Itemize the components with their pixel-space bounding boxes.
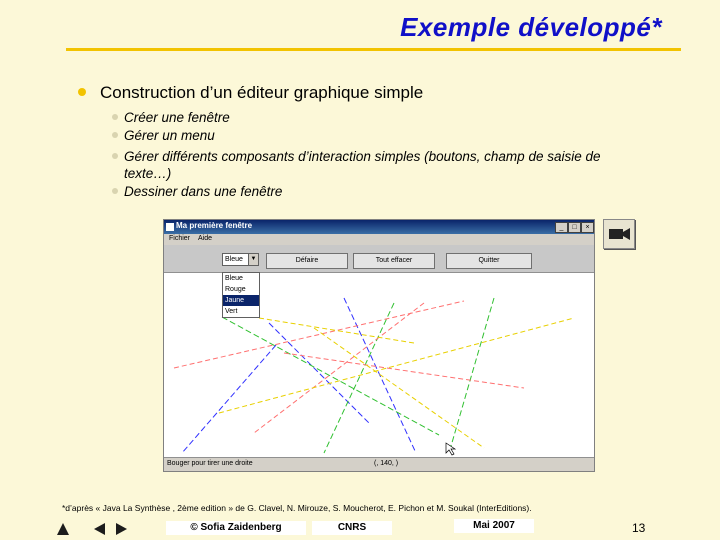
footnote: *d’après « Java La Synthèse , 2ème edition » de G. Clavel, N. Mirouze, S. Moucherot, E. Pichon et M. Soukal (InterEditions). [62, 503, 532, 513]
drawn-line [269, 323, 369, 423]
footer-date: Mai 2007 [454, 519, 534, 533]
app-window-screenshot [163, 219, 595, 472]
status-coords: (, 140, ) [374, 460, 399, 467]
status-left: Bouger pour tirer une droite [167, 460, 253, 467]
title-rule [66, 48, 681, 51]
menu-fichier[interactable]: Fichier [169, 235, 191, 242]
color-dropdown-list [222, 272, 260, 318]
dropdown-option[interactable]: Vert [225, 308, 238, 315]
dropdown-option[interactable]: Bleue [225, 275, 243, 282]
slide-title: Exemple développé* [400, 12, 662, 42]
close-button[interactable]: × [581, 222, 594, 233]
bullet-dot-icon [112, 132, 118, 138]
prev-arrow-icon[interactable] [92, 522, 106, 536]
sub-item-text-cont: texte…) [124, 166, 172, 181]
drawn-line [344, 298, 416, 453]
footer-org: CNRS [312, 521, 392, 535]
toolbar [164, 245, 594, 273]
quit-button[interactable]: Quitter [446, 253, 532, 269]
window-title: Ma première fenêtre [176, 221, 253, 230]
undo-button[interactable]: Défaire [266, 253, 348, 269]
color-combo[interactable] [222, 253, 259, 266]
slide-footer [0, 517, 720, 540]
drawn-line [314, 328, 484, 448]
video-camera-icon[interactable] [603, 219, 635, 249]
sub-item-text: Créer une fenêtre [124, 110, 230, 125]
bullet-dot-icon [78, 88, 86, 96]
main-bullet-text: Construction d’un éditeur graphique simple [100, 83, 424, 102]
bullet-dot-icon [112, 188, 118, 194]
menu-aide[interactable]: Aide [198, 235, 213, 242]
drawn-line [449, 298, 494, 453]
window-titlebar [164, 220, 594, 234]
dropdown-option[interactable]: Rouge [225, 286, 246, 293]
sub-item [112, 148, 601, 182]
window-app-icon [166, 223, 174, 231]
sub-item-text: Gérer différents composants d’interaction simples (boutons, champ de saisie de [124, 149, 601, 164]
chevron-down-icon[interactable]: ▼ [248, 254, 258, 265]
bullet-dot-icon [112, 153, 118, 159]
sub-item-text: Dessiner dans une fenêtre [124, 184, 283, 199]
next-arrow-icon[interactable] [115, 522, 129, 536]
footer-author: © Sofia Zaidenberg [166, 521, 306, 535]
dropdown-option-selected[interactable]: Jaune [223, 295, 259, 306]
minimize-button[interactable]: _ [555, 222, 568, 233]
cursor-icon [446, 443, 455, 455]
clear-all-button[interactable]: Tout effacer [353, 253, 435, 269]
sub-item [112, 109, 230, 126]
sub-item [112, 183, 282, 200]
menubar [164, 234, 594, 245]
status-bar [164, 457, 594, 471]
page-number: 13 [632, 521, 646, 535]
drawn-line [219, 318, 574, 413]
drawn-line [182, 345, 276, 453]
sub-item-text: Gérer un menu [124, 128, 215, 143]
sub-item [112, 127, 215, 144]
main-bullet [78, 83, 423, 103]
drawn-line [222, 317, 439, 435]
drawn-line [259, 318, 414, 343]
combo-value: Bleue [225, 256, 243, 263]
bullet-dot-icon [112, 114, 118, 120]
maximize-button[interactable]: □ [568, 222, 581, 233]
first-arrow-icon[interactable] [55, 522, 115, 536]
